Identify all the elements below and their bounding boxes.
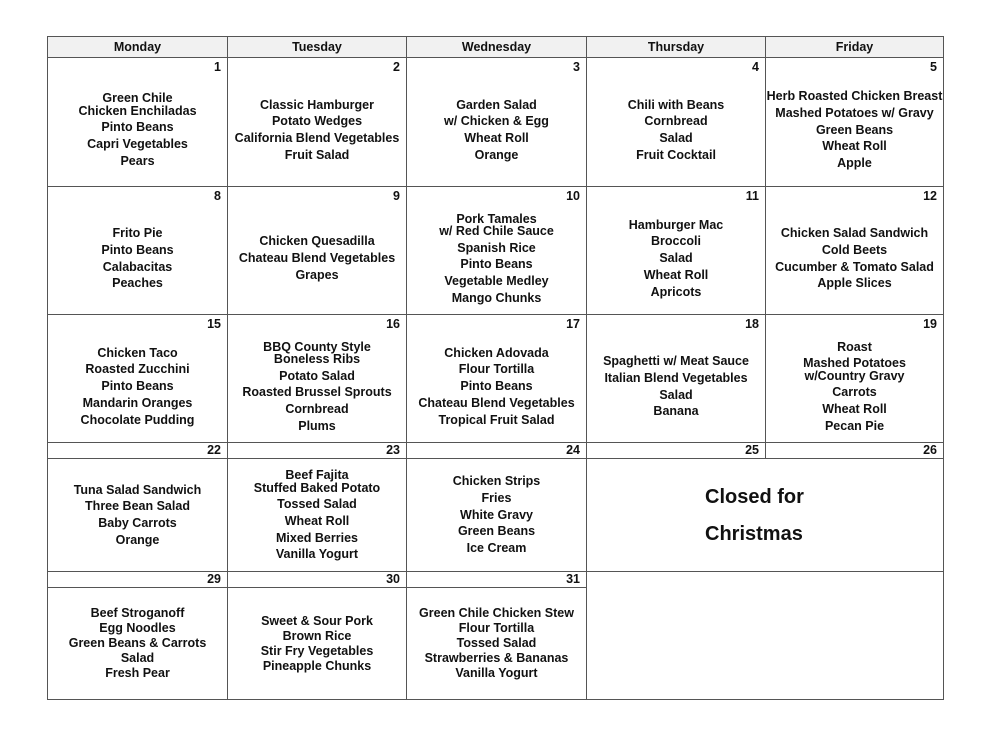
menu-item: Hamburger Mac	[628, 217, 724, 232]
menu-item: Calabacitas	[102, 259, 173, 274]
menu-items	[48, 203, 227, 314]
menu-item: Salad	[659, 251, 693, 266]
empty-cell	[587, 572, 944, 700]
menu-item: Pinto Beans	[101, 379, 174, 394]
date-number: 17	[566, 317, 580, 331]
menu-item: Pinto Beans	[460, 379, 533, 394]
menu-item: Green Beans	[815, 122, 894, 137]
menu-items	[48, 459, 227, 571]
day-header-monday: Monday	[48, 37, 228, 58]
day-cell	[766, 315, 944, 443]
menu-item: California Blend Vegetables	[234, 131, 400, 145]
menu-item: Cold Beets	[821, 242, 888, 257]
date-number: 30	[386, 572, 400, 586]
day-cell	[766, 187, 944, 315]
day-cell	[48, 58, 228, 187]
menu-item: Wheat Roll	[643, 267, 709, 282]
menu-items	[587, 203, 765, 314]
day-cell	[228, 187, 407, 315]
menu-items	[48, 331, 227, 442]
date-number: 15	[207, 317, 221, 331]
date-strip	[48, 572, 228, 588]
menu-items	[766, 331, 943, 442]
day-cell	[766, 58, 944, 187]
menu-item: Italian Blend Vegetables	[604, 370, 748, 385]
menu-item: Cornbread	[285, 402, 349, 416]
menu-item: Apple Slices	[817, 276, 892, 291]
menu-item: Chicken Strips	[452, 474, 541, 489]
date-number: 22	[207, 443, 221, 457]
menu-item: Potato Salad	[279, 368, 355, 383]
closed-line: Christmas	[705, 523, 803, 545]
menu-item: Apple	[837, 156, 872, 171]
closed-notice	[587, 459, 944, 572]
menu-item: Mandarin Oranges	[82, 395, 193, 410]
menu-item: Baby Carrots	[98, 516, 177, 530]
date-strip	[228, 443, 407, 459]
menu-item: Mashed Potatoes w/Country Gravy	[803, 356, 906, 383]
menu-item: Ice Cream	[466, 541, 527, 556]
menu-item: Pork Tamales w/ Red Chile Sauce	[439, 211, 554, 239]
menu-item: Plums	[298, 418, 336, 433]
menu-item: Beef Fajita Stuffed Baked Potato	[253, 468, 381, 495]
menu-item: Chicken Quesadilla	[259, 234, 375, 249]
menu-item: Wheat Roll	[464, 131, 529, 145]
menu-item: Peaches	[112, 276, 163, 291]
date-number: 10	[566, 189, 580, 203]
day-cell	[48, 315, 228, 443]
menu-items	[228, 74, 406, 186]
menu-item: Pinto Beans	[460, 257, 533, 272]
menu-items	[228, 588, 406, 699]
menu-calendar	[47, 36, 944, 700]
date-strip	[766, 443, 944, 459]
menu-item: Pears	[120, 153, 155, 168]
menu-item: Green Chile Chicken Stew Flour Tortilla Tossed Salad Strawberries & Bananas Vanilla Yogurt	[419, 606, 574, 680]
menu-item: Fries	[481, 490, 512, 505]
menu-item: w/ Chicken & Egg	[444, 114, 549, 129]
menu-items	[48, 74, 227, 186]
date-strip	[407, 443, 587, 459]
menu-item: Chateau Blend Vegetables	[238, 251, 396, 266]
menu-item: Pinto Beans	[101, 242, 174, 257]
menu-item: Pinto Beans	[101, 120, 174, 135]
menu-item: Salad	[659, 387, 693, 402]
date-number: 26	[923, 443, 937, 457]
menu-item: Roast	[837, 339, 872, 354]
closed-line: Closed for	[705, 486, 804, 508]
menu-item: Banana	[653, 404, 699, 419]
menu-item: Cucumber & Tomato Salad	[775, 259, 934, 274]
menu-item: Tossed Salad	[277, 497, 357, 512]
day-cell	[587, 58, 766, 187]
menu-item: White Gravy	[460, 507, 533, 522]
menu-item: Chicken Salad Sandwich	[780, 226, 929, 241]
date-number: 3	[573, 60, 580, 74]
menu-item: Wheat Roll	[822, 139, 887, 154]
menu-items	[407, 459, 586, 571]
menu-item: Roasted Zucchini	[85, 362, 190, 377]
date-number: 19	[923, 317, 937, 331]
menu-item: Chocolate Pudding	[80, 412, 195, 427]
menu-items	[407, 331, 586, 442]
menu-items	[407, 203, 586, 314]
menu-item: Salad	[659, 131, 693, 145]
date-strip	[228, 572, 407, 588]
menu-item: Orange	[474, 147, 519, 162]
day-cell	[228, 58, 407, 187]
menu-item: Potato Wedges	[271, 114, 363, 129]
day-cell	[228, 588, 407, 700]
menu-items	[766, 74, 943, 186]
menu-items	[587, 331, 765, 442]
date-number: 16	[386, 317, 400, 331]
date-number: 12	[923, 189, 937, 203]
menu-item: Chicken Taco	[97, 345, 178, 360]
date-number: 18	[745, 317, 759, 331]
day-cell	[587, 187, 766, 315]
menu-item: Chateau Blend Vegetables	[418, 395, 575, 410]
menu-item: Fruit Cocktail	[636, 147, 716, 162]
menu-item: Garden Salad	[456, 97, 537, 112]
menu-item: Cornbread	[644, 114, 708, 129]
day-cell	[587, 315, 766, 443]
date-strip	[587, 443, 766, 459]
menu-items	[587, 74, 765, 186]
menu-item: Frito Pie	[112, 226, 163, 241]
menu-item: Classic Hamburger	[260, 97, 374, 112]
menu-item: Roasted Brussel Sprouts	[242, 385, 392, 400]
date-number: 23	[386, 443, 400, 457]
menu-item: Spanish Rice	[457, 240, 536, 255]
day-header-tuesday: Tuesday	[228, 37, 407, 58]
day-cell	[48, 588, 228, 700]
date-number: 24	[566, 443, 580, 457]
menu-items	[228, 203, 406, 314]
menu-item: Wheat Roll	[284, 513, 350, 528]
day-cell	[407, 459, 587, 572]
day-cell	[407, 187, 587, 315]
menu-item: Mango Chunks	[451, 290, 542, 305]
menu-item: Mashed Potatoes w/ Gravy	[775, 105, 934, 120]
menu-item: Mixed Berries	[276, 530, 358, 545]
menu-item: Apricots	[650, 284, 702, 299]
menu-items	[228, 331, 406, 442]
menu-item: Beef Stroganoff Egg Noodles Green Beans & Carrots Salad Fresh Pear	[68, 606, 207, 680]
menu-item: Broccoli	[650, 234, 701, 249]
day-cell	[407, 315, 587, 443]
date-number: 8	[214, 189, 221, 203]
menu-item: Grapes	[295, 267, 339, 282]
menu-item: Wheat Roll	[822, 402, 887, 416]
day-header-wednesday: Wednesday	[407, 37, 587, 58]
date-number: 2	[393, 60, 400, 74]
menu-items	[48, 588, 227, 699]
date-number: 5	[930, 60, 937, 74]
day-header-friday: Friday	[766, 37, 944, 58]
menu-item: Orange	[115, 532, 160, 547]
menu-item: Tuna Salad Sandwich	[73, 482, 202, 497]
menu-item: Vegetable Medley	[444, 274, 549, 288]
day-cell	[48, 187, 228, 315]
date-number: 1	[214, 60, 221, 74]
menu-items	[407, 588, 586, 699]
menu-item: Carrots	[832, 385, 877, 400]
day-header-thursday: Thursday	[587, 37, 766, 58]
menu-item: Sweet & Sour Pork Brown Rice Stir Fry Vegetables Pineapple Chunks	[260, 613, 374, 673]
day-cell	[228, 315, 407, 443]
menu-item: BBQ County Style Boneless Ribs	[263, 339, 371, 367]
date-number: 11	[745, 189, 759, 203]
date-number: 31	[566, 572, 580, 586]
menu-item: Spaghetti w/ Meat Sauce	[603, 354, 749, 369]
menu-item: Capri Vegetables	[87, 137, 188, 152]
menu-item: Flour Tortilla	[458, 362, 535, 377]
date-strip	[407, 572, 587, 588]
menu-item: Fruit Salad	[284, 147, 350, 162]
day-cell	[407, 588, 587, 700]
menu-item: Tropical Fruit Salad	[438, 412, 555, 427]
menu-item: Green Beans	[457, 524, 536, 539]
menu-item: Green Chile Chicken Enchiladas	[78, 91, 197, 118]
day-cell	[48, 459, 228, 572]
menu-items	[407, 74, 586, 186]
menu-item: Herb Roasted Chicken Breast	[766, 89, 943, 104]
date-number: 9	[393, 189, 400, 203]
date-number: 29	[207, 572, 221, 586]
menu-item: Pecan Pie	[824, 418, 885, 433]
menu-item: Vanilla Yogurt	[275, 547, 359, 562]
day-cell	[407, 58, 587, 187]
menu-item: Chicken Adovada	[444, 345, 549, 360]
date-number: 25	[745, 443, 759, 457]
menu-item: Chili with Beans	[627, 97, 725, 112]
menu-item: Three Bean Salad	[85, 499, 190, 514]
date-strip	[48, 443, 228, 459]
date-number: 4	[752, 60, 759, 74]
day-cell	[228, 459, 407, 572]
menu-items	[766, 203, 943, 314]
menu-items	[228, 459, 406, 571]
